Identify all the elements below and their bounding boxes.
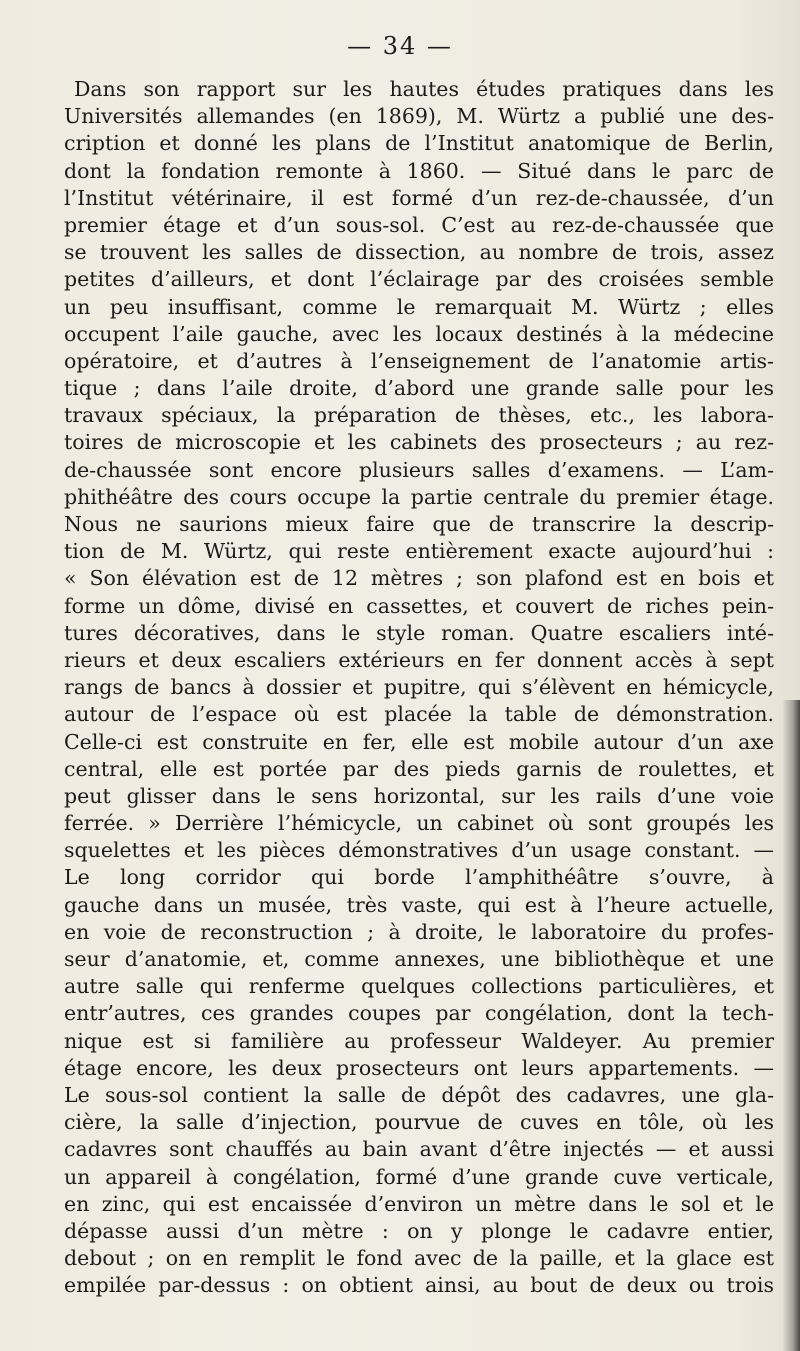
- text-line: ferrée. » Derrière l’hémicycle, un cabinet où sont groupés les: [64, 811, 774, 836]
- text-line: « Son élévation est de 12 mètres ; son plafond est en bois et: [64, 566, 774, 591]
- text-line: cadavres sont chauffés au bain avant d’être injectés — et aussi: [64, 1137, 774, 1162]
- text-line: petites d’ailleurs, et dont l’éclairage par des croisées semble: [64, 267, 774, 292]
- text-line: Nous ne saurions mieux faire que de transcrire la descrip-: [64, 512, 774, 536]
- text-line: toires de microscopie et les cabinets des prosecteurs ; au rez-: [64, 430, 774, 455]
- text-line: l’Institut vétérinaire, il est formé d’un rez-de-chaussée, d’un: [64, 185, 774, 210]
- text-line: rangs de bancs à dossier et pupitre, qui s’élèvent en hémicycle,: [64, 675, 774, 700]
- text-line: de-chaussée sont encore plusieurs salles d’examens. — L’am-: [64, 457, 774, 482]
- text-line: debout ; on en remplit le fond avec de la paille, et la glace est: [64, 1246, 774, 1271]
- text-line: Dans son rapport sur les hautes études pratiques dans les: [74, 77, 774, 101]
- text-line: forme un dôme, divisé en cassettes, et couvert de riches pein-: [64, 593, 774, 618]
- text-line: Universités allemandes (en 1869), M. Würtz a publié une des-: [64, 104, 774, 129]
- text-line: un peu insuffisant, comme le remarquait M. Würtz ; elles: [64, 294, 774, 319]
- text-line: autour de l’espace où est placée la table de démonstration.: [64, 702, 774, 727]
- text-line: travaux spéciaux, la préparation de thèses, etc., les labora-: [64, 403, 774, 428]
- text-line: cription et donné les plans de l’Institut anatomique de Berlin,: [64, 131, 774, 156]
- text-line: Le long corridor qui borde l’amphithéâtre s’ouvre, à: [64, 865, 774, 890]
- text-line: étage encore, les deux prosecteurs ont leurs appartements. —: [64, 1055, 774, 1080]
- text-line: phithéâtre des cours occupe la partie centrale du premier étage.: [64, 484, 774, 509]
- text-line: en voie de reconstruction ; à droite, le laboratoire du profes-: [64, 919, 774, 944]
- text-line: seur d’anatomie, et, comme annexes, une bibliothèque et une: [64, 947, 774, 971]
- text-line: autre salle qui renferme quelques collections particulières, et: [64, 974, 774, 999]
- text-line: Celle-ci est construite en fer, elle est mobile autour d’un axe: [64, 729, 774, 754]
- text-line: en zinc, qui est encaissée d’environ un mètre dans le sol et le: [64, 1191, 774, 1216]
- text-line: tion de M. Würtz, qui reste entièrement exacte aujourd’hui :: [64, 539, 774, 564]
- text-line: gauche dans un musée, très vaste, qui est à l’heure actuelle,: [64, 892, 774, 917]
- page-edge-shadow: [782, 700, 800, 1351]
- text-line: tique ; dans l’aile droite, d’abord une grande salle pour les: [64, 376, 774, 401]
- text-line: premier étage et d’un sous-sol. C’est au rez-de-chaussée que: [64, 212, 774, 237]
- text-line: dépasse aussi d’un mètre : on y plonge le cadavre entier,: [64, 1218, 774, 1243]
- text-line: peut glisser dans le sens horizontal, sur les rails d’une voie: [64, 783, 774, 808]
- text-line: squelettes et les pièces démonstratives d’un usage constant. —: [64, 838, 774, 863]
- text-line: nique est si familière au professeur Waldeyer. Au premier: [64, 1028, 774, 1053]
- text-line: entr’autres, ces grandes coupes par congélation, dont la tech-: [64, 1001, 774, 1026]
- text-line: tures décoratives, dans le style roman. Quatre escaliers inté-: [64, 620, 774, 645]
- text-line: opératoire, et d’autres à l’enseignement de l’anatomie artis-: [64, 348, 774, 373]
- text-line: se trouvent les salles de dissection, au nombre de trois, assez: [64, 240, 774, 265]
- text-line: cière, la salle d’injection, pourvue de cuves en tôle, où les: [64, 1110, 774, 1135]
- text-line: occupent l’aile gauche, avec les locaux destinés à la médecine: [64, 321, 774, 346]
- text-line: central, elle est portée par des pieds garnis de roulettes, et: [64, 756, 774, 781]
- text-line: Le sous-sol contient la salle de dépôt des cadavres, une gla-: [64, 1082, 774, 1107]
- text-line: empilée par-dessus : on obtient ainsi, au bout de deux ou trois: [64, 1273, 774, 1298]
- body-paragraph: [64, 76, 774, 1299]
- text-line: un appareil à congélation, formé d’une grande cuve verticale,: [64, 1164, 774, 1189]
- text-line: dont la fondation remonte à 1860. — Situé dans le parc de: [64, 158, 774, 183]
- page-number: — 34 —: [347, 32, 453, 60]
- text-line: rieurs et deux escaliers extérieurs en fer donnent accès à sept: [64, 647, 774, 672]
